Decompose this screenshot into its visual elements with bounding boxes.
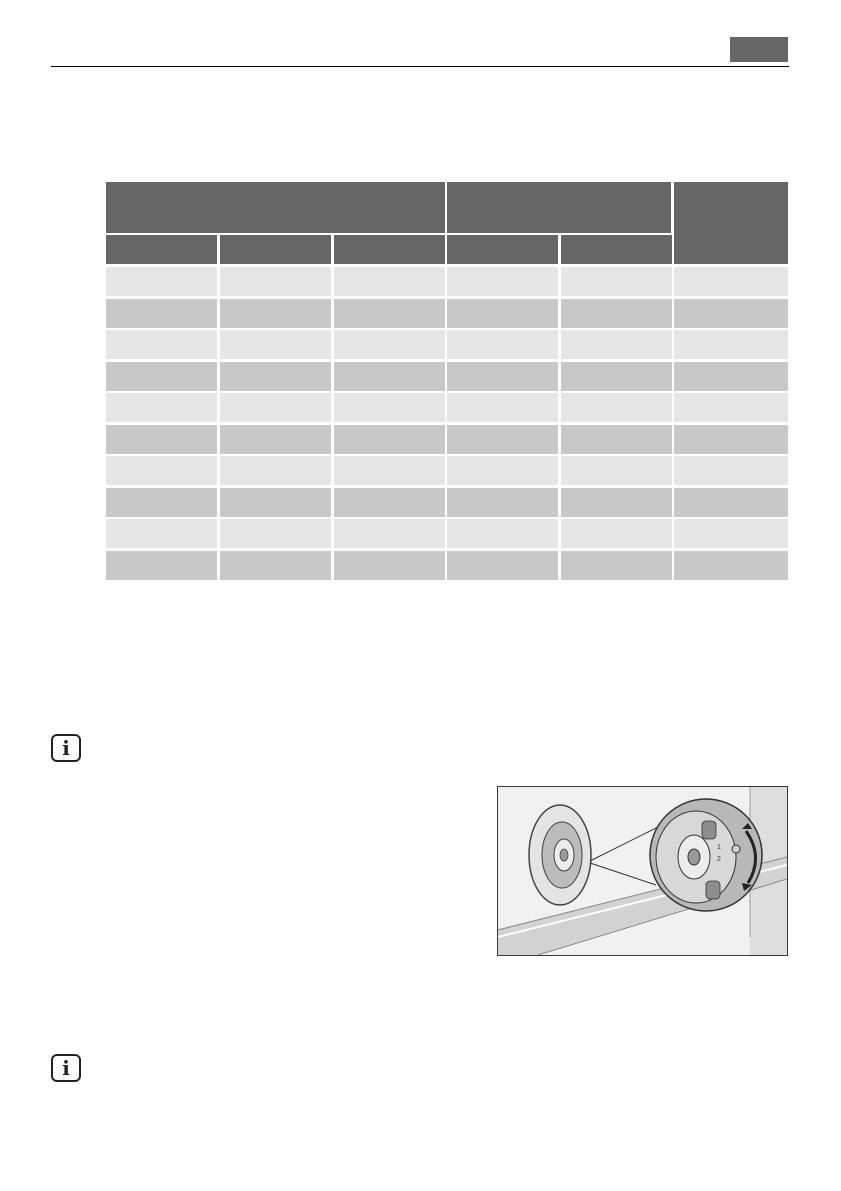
table-subheader xyxy=(334,235,445,264)
table-cell xyxy=(220,362,331,391)
table-cell xyxy=(674,393,788,422)
water-softener-illustration xyxy=(497,786,788,956)
water-hardness-table xyxy=(106,182,788,581)
table-cell xyxy=(220,488,331,517)
water-softener-drawing xyxy=(498,787,787,955)
table-cell xyxy=(674,456,788,485)
header-rule xyxy=(51,66,789,67)
table-cell xyxy=(220,551,331,580)
table-cell xyxy=(220,267,331,296)
table-cell xyxy=(220,393,331,422)
language-tab xyxy=(730,37,788,62)
table-header-group-3 xyxy=(674,182,788,264)
table-cell xyxy=(106,425,217,454)
table-cell xyxy=(674,551,788,580)
table-cell xyxy=(334,330,445,359)
table-cell xyxy=(674,488,788,517)
table-cell xyxy=(674,267,788,296)
table-cell xyxy=(561,393,672,422)
table-cell xyxy=(447,425,558,454)
table-cell xyxy=(561,425,672,454)
table-cell xyxy=(106,267,217,296)
table-cell xyxy=(561,519,672,548)
table-cell xyxy=(220,456,331,485)
table-cell xyxy=(106,393,217,422)
table-cell xyxy=(220,425,331,454)
table-cell xyxy=(106,551,217,580)
table-cell xyxy=(334,267,445,296)
table-cell xyxy=(106,330,217,359)
table-cell xyxy=(334,551,445,580)
dial-mark-2: 2 xyxy=(717,856,721,863)
table-cell xyxy=(334,425,445,454)
table-cell xyxy=(561,330,672,359)
table-cell xyxy=(447,393,558,422)
table-cell xyxy=(447,456,558,485)
table-cell xyxy=(334,456,445,485)
table-cell xyxy=(447,551,558,580)
table-cell xyxy=(447,362,558,391)
table-cell xyxy=(447,488,558,517)
table-cell xyxy=(220,299,331,328)
table-cell xyxy=(674,425,788,454)
table-cell xyxy=(106,519,217,548)
table-cell xyxy=(106,456,217,485)
table-cell xyxy=(334,488,445,517)
table-subheader xyxy=(447,235,558,264)
table-header-group-2 xyxy=(447,182,671,233)
table-cell xyxy=(561,299,672,328)
table-cell xyxy=(334,299,445,328)
table-cell xyxy=(106,362,217,391)
table-cell xyxy=(334,519,445,548)
table-header-group-1 xyxy=(106,182,445,233)
table-subheader xyxy=(561,235,672,264)
table-cell xyxy=(561,551,672,580)
table-cell xyxy=(220,330,331,359)
table-cell xyxy=(561,456,672,485)
table-subheader xyxy=(220,235,331,264)
table-cell xyxy=(674,519,788,548)
table-cell xyxy=(220,519,331,548)
table-subheader xyxy=(106,235,217,264)
table-cell xyxy=(561,488,672,517)
table-cell xyxy=(106,488,217,517)
table-cell xyxy=(447,330,558,359)
table-cell xyxy=(447,299,558,328)
info-icon: i xyxy=(51,1054,81,1082)
info-icon: i xyxy=(51,734,81,762)
table-cell xyxy=(561,362,672,391)
table-cell xyxy=(334,362,445,391)
table-cell xyxy=(447,267,558,296)
table-cell xyxy=(674,330,788,359)
table-cell xyxy=(447,519,558,548)
table-cell xyxy=(674,299,788,328)
table-cell xyxy=(561,267,672,296)
table-cell xyxy=(674,362,788,391)
dial-mark-1: 1 xyxy=(717,844,721,851)
table-cell xyxy=(106,299,217,328)
table-cell xyxy=(334,393,445,422)
